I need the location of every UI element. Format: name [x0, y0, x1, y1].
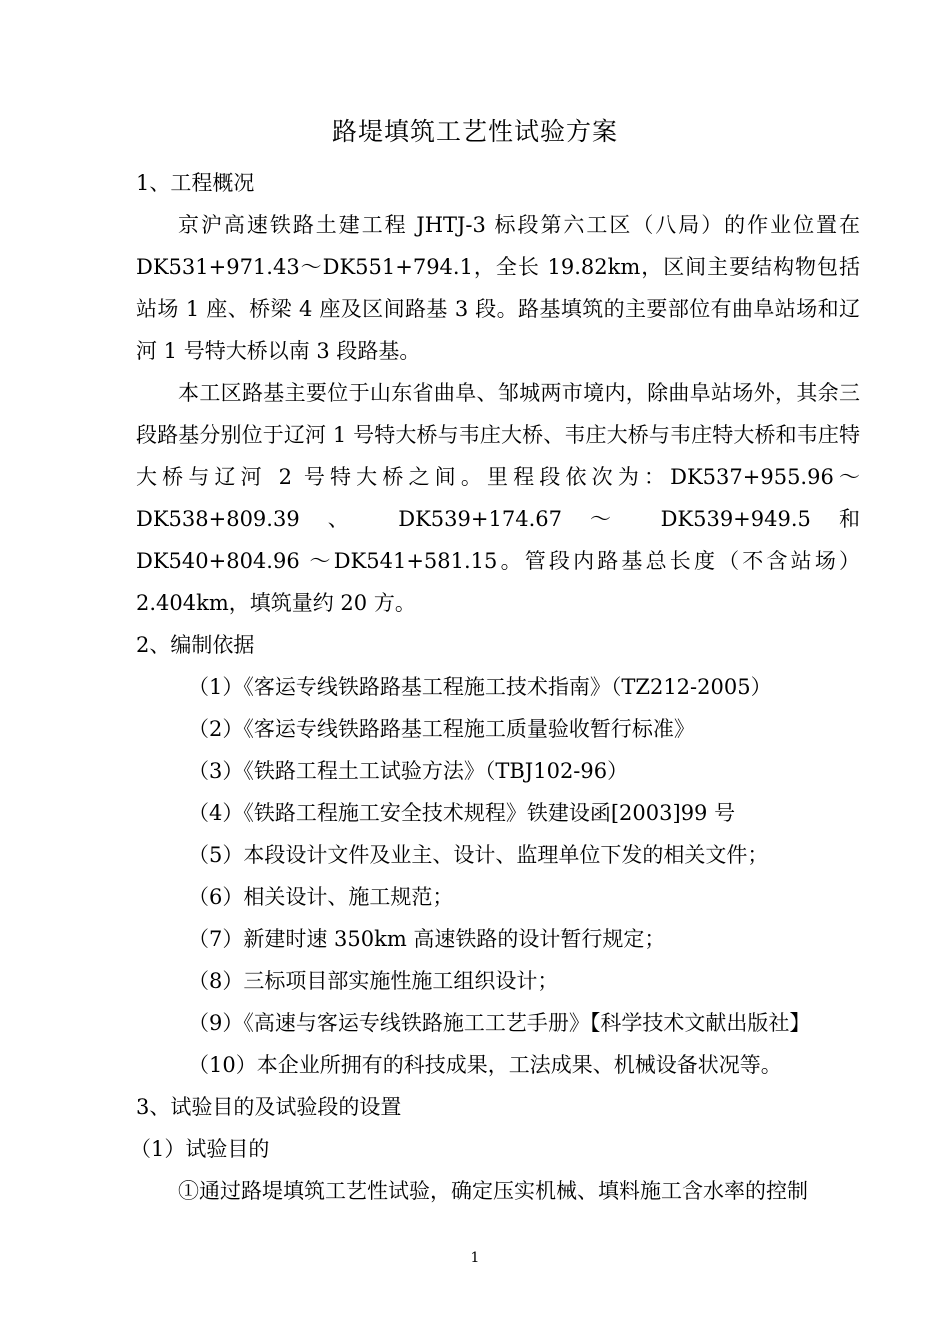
overview-paragraph-1: 京沪高速铁路土建工程 JHTJ-3 标段第六工区（八局）的作业位置在DK531+971.43～DK551+794.1，全长 19.82km，区间主要结构物包括站场 1 座、桥梁 4 座及区间路基 3 段。路基填筑的主要部位有曲阜站场和辽河 1 号特大桥以南 3 段路基。: [136, 213, 860, 363]
section-heading-overview: 1、工程概况: [136, 171, 255, 195]
reference-item: （6）相关设计、施工规范；: [188, 885, 454, 909]
reference-item: （5）本段设计文件及业主、设计、监理单位下发的相关文件；: [188, 843, 769, 867]
reference-item: （7）新建时速 350km 高速铁路的设计暂行规定；: [188, 927, 666, 951]
document-body: [130, 162, 860, 1212]
overview-paragraph-2: 本工区路基主要位于山东省曲阜、邹城两市境内，除曲阜站场外，其余三段路基分别位于辽河 1 号特大桥与韦庄大桥、韦庄大桥与韦庄特大桥和韦庄特大桥与辽河 2 号特大桥之间。里程段依次为：DK537+955.96～DK538+809.39 、 DK539+174.67 ～ DK539+949.5 和 DK540+804.96 ～DK541+581.15。管段内路基总长度（不含站场）2.404km，填筑量约 20 方。: [136, 381, 860, 615]
reference-item: （2）《客运专线铁路路基工程施工质量验收暂行标准》: [188, 717, 695, 741]
reference-item: （10）本企业所拥有的科技成果，工法成果、机械设备状况等。: [188, 1053, 782, 1077]
subsection-heading-purpose: （1）试验目的: [130, 1137, 270, 1161]
section-heading-purpose: 3、试验目的及试验段的设置: [136, 1095, 402, 1119]
page-number: 1: [470, 1250, 480, 1266]
reference-item: （3）《铁路工程土工试验方法》（TBJ102-96）: [188, 759, 629, 783]
reference-item: （9）《高速与客运专线铁路施工工艺手册》【科学技术文献出版社】: [188, 1011, 811, 1035]
reference-item: （1）《客运专线铁路路基工程施工技术指南》（TZ212-2005）: [188, 675, 772, 699]
document-title: 路堤填筑工艺性试验方案: [331, 117, 618, 146]
reference-item: （8）三标项目部实施性施工组织设计；: [188, 969, 559, 993]
purpose-paragraph-1: ①通过路堤填筑工艺性试验，确定压实机械、填料施工含水率的控制: [178, 1179, 808, 1203]
reference-item: （4）《铁路工程施工安全技术规程》铁建设函[2003]99 号: [188, 801, 736, 825]
section-heading-basis: 2、编制依据: [136, 633, 255, 657]
